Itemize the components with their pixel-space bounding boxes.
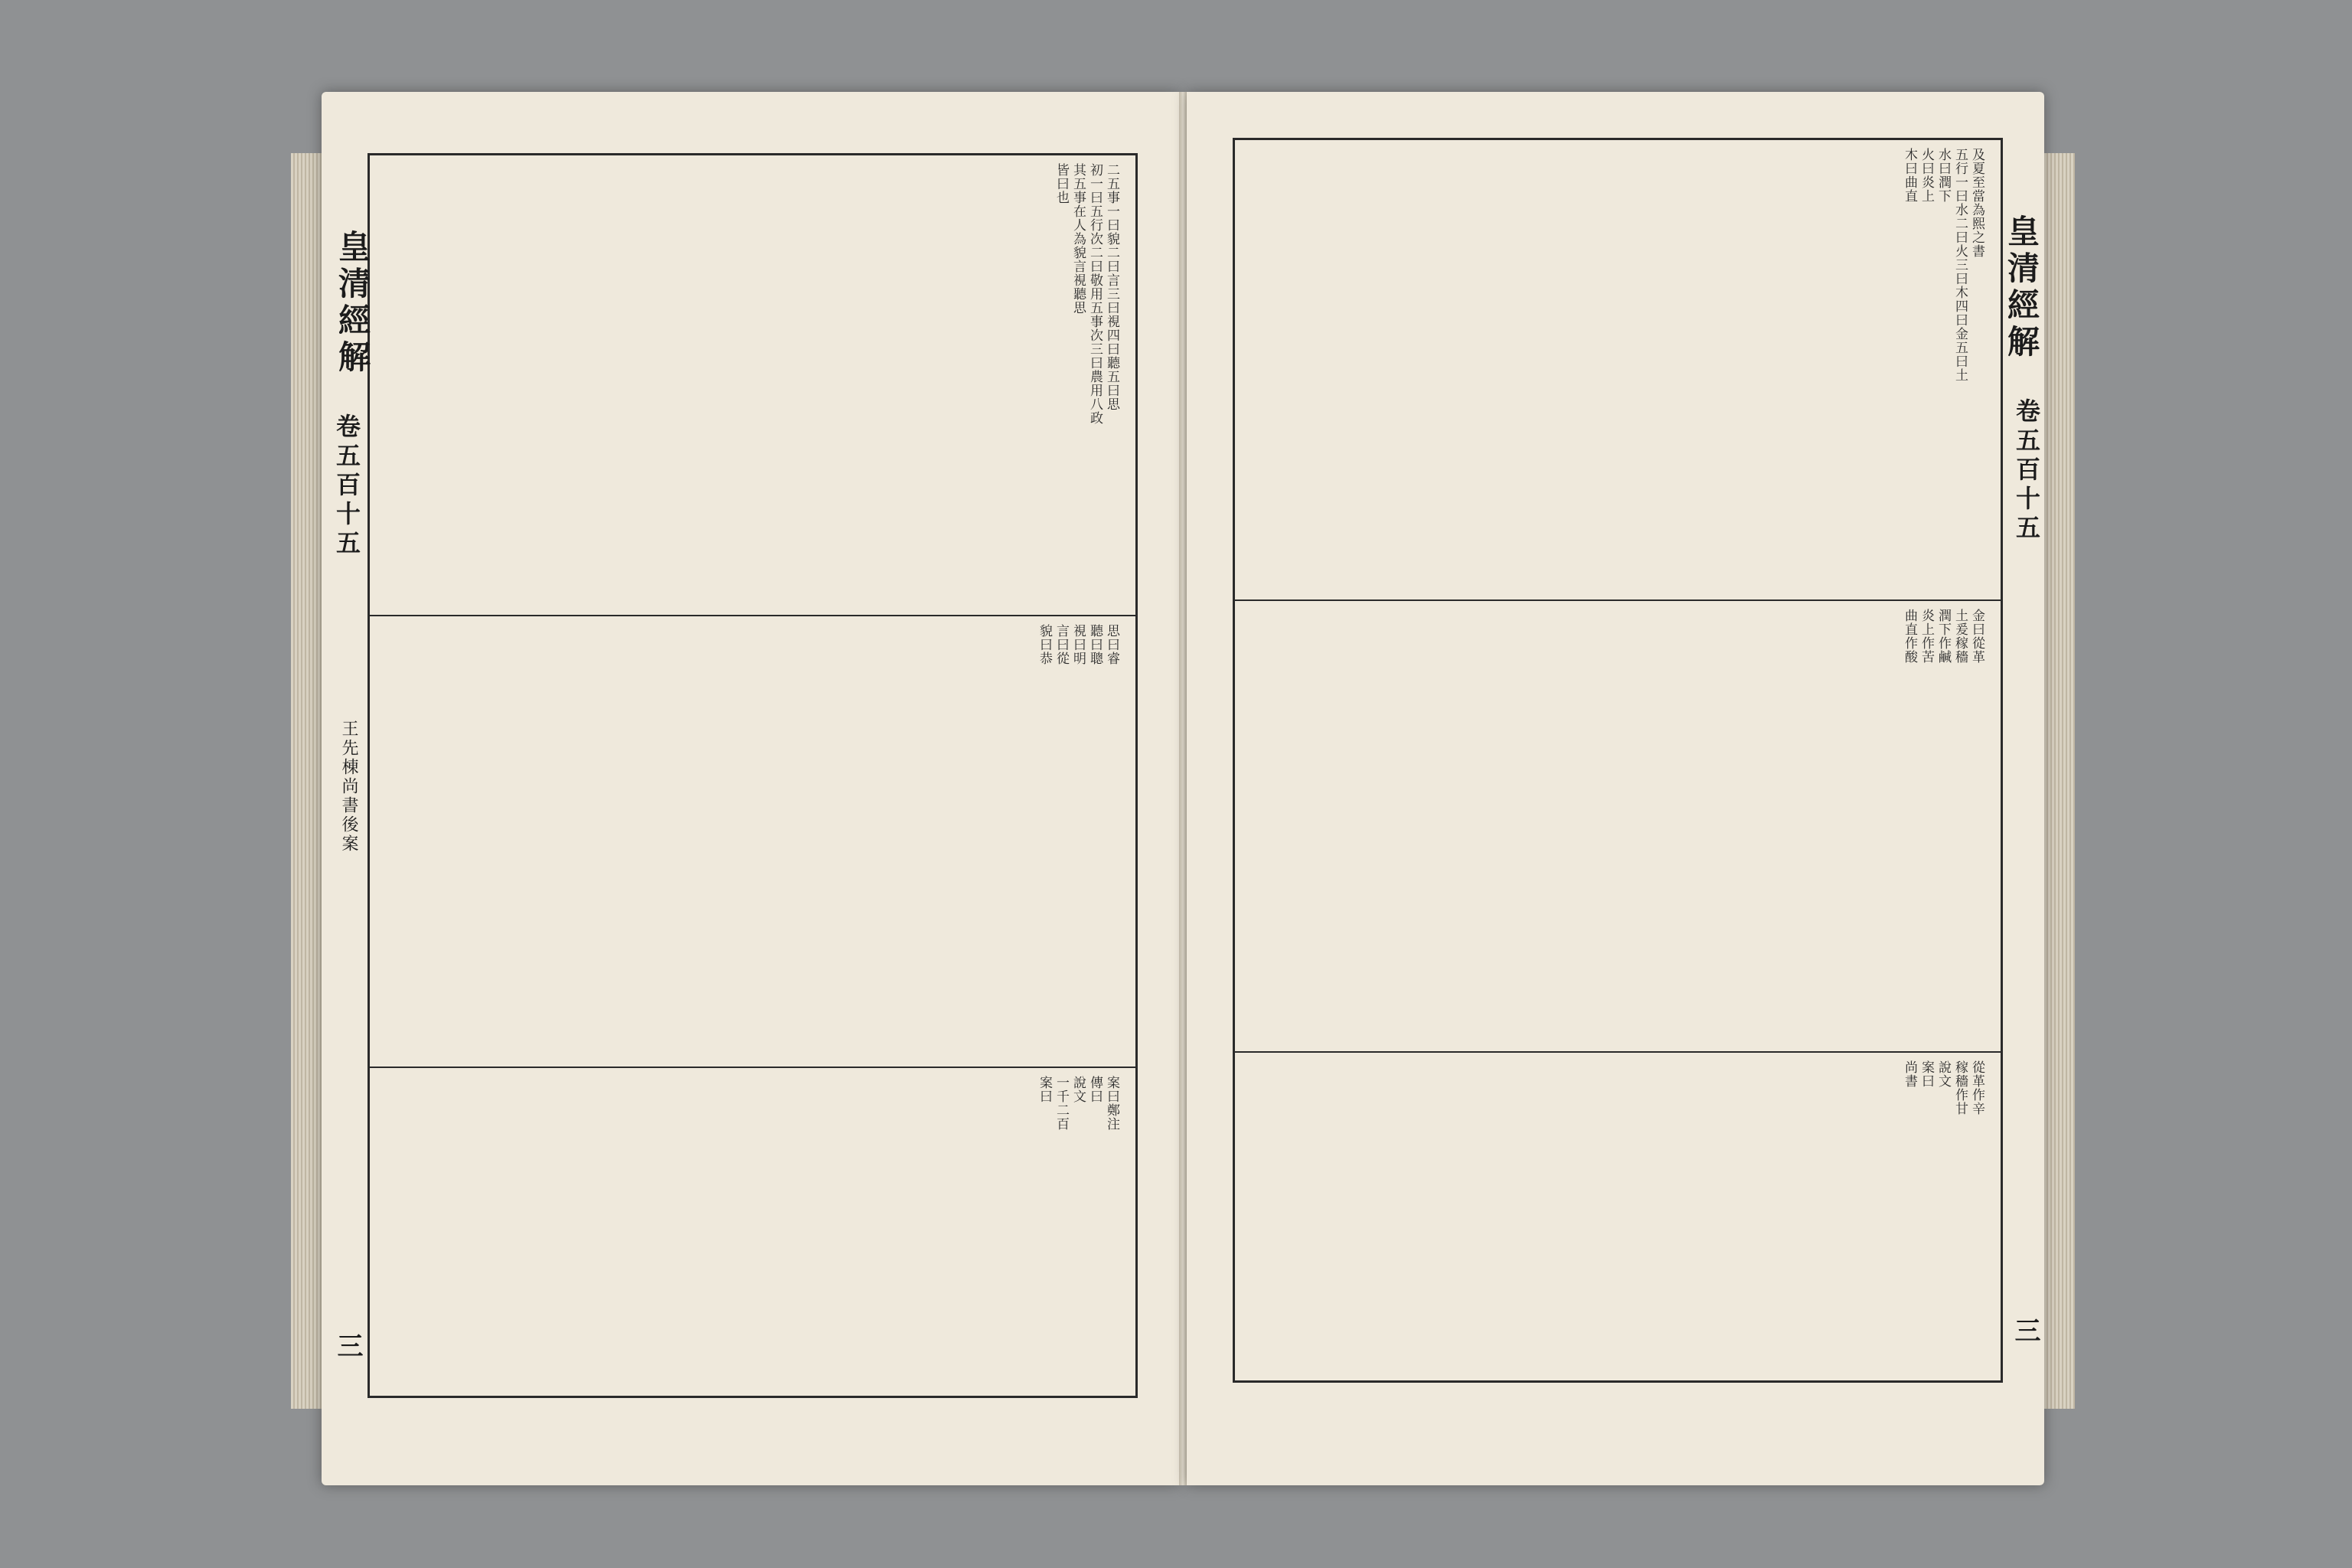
author-note: 王先棟尚書後案	[339, 720, 358, 854]
band-divider-1	[1235, 599, 2001, 601]
book-spine	[1179, 92, 1187, 1485]
text-column: 土爰稼穡	[1952, 609, 1968, 664]
text-column: 稼穡作甘	[1952, 1060, 1968, 1116]
text-column: 及夏至當為熙之書	[1969, 148, 1984, 258]
text-column: 案曰	[1919, 1060, 1934, 1088]
right-bottom-columns	[1296, 1060, 1985, 1367]
text-column: 二五事一曰貌二曰言三曰視四曰聽五曰思	[1104, 163, 1119, 411]
text-column: 皆曰也	[1054, 163, 1069, 204]
book-title: 皇清經解	[334, 230, 371, 377]
text-column: 案曰鄭注	[1104, 1076, 1119, 1131]
folio-number: 三	[2010, 1317, 2040, 1348]
book-title: 皇清經解	[2003, 214, 2040, 361]
right-top-columns	[1296, 148, 1985, 592]
text-column: 其五事在人為貌言視聽思	[1070, 163, 1086, 315]
right-text-frame	[1233, 138, 2003, 1383]
text-column: 說文	[1070, 1076, 1086, 1103]
band-divider-2	[1235, 1051, 2001, 1053]
text-column: 從革作辛	[1969, 1060, 1984, 1116]
left-bottom-columns	[431, 1076, 1120, 1382]
left-text-frame	[368, 153, 1138, 1398]
left-page	[322, 92, 1179, 1485]
volume-number: 卷五百十五	[2012, 398, 2041, 544]
text-column: 水曰潤下	[1936, 148, 1951, 203]
folio-number: 三	[332, 1332, 363, 1363]
right-page	[1187, 92, 2044, 1485]
right-mid-columns	[1296, 609, 1985, 1037]
open-book	[291, 61, 2075, 1516]
text-column: 炎上作苦	[1919, 609, 1934, 664]
text-column: 一千二百	[1054, 1076, 1069, 1131]
text-column: 金曰從革	[1969, 609, 1984, 664]
text-column: 思曰睿	[1104, 624, 1119, 665]
band-divider-1	[370, 615, 1135, 616]
text-column: 聽曰聰	[1087, 624, 1102, 665]
volume-number: 卷五百十五	[332, 413, 361, 559]
text-column: 尚書	[1902, 1060, 1917, 1088]
text-column: 案曰	[1037, 1076, 1052, 1103]
text-column: 曲直作酸	[1902, 609, 1917, 664]
text-column: 言曰從	[1054, 624, 1069, 665]
left-top-columns	[431, 163, 1120, 607]
text-column: 傳曰	[1087, 1076, 1102, 1103]
text-column: 潤下作鹹	[1936, 609, 1951, 664]
text-column: 說文	[1936, 1060, 1951, 1088]
text-column: 火曰炎上	[1919, 148, 1934, 203]
text-column: 五行一曰水二曰火三曰木四曰金五曰土	[1952, 148, 1968, 382]
text-column: 視曰明	[1070, 624, 1086, 665]
text-column: 初一曰五行次二曰敬用五事次三曰農用八政	[1087, 163, 1102, 425]
text-column: 貌曰恭	[1037, 624, 1052, 665]
text-column: 木曰曲直	[1902, 148, 1917, 203]
left-mid-columns	[431, 624, 1120, 1053]
band-divider-2	[370, 1067, 1135, 1068]
